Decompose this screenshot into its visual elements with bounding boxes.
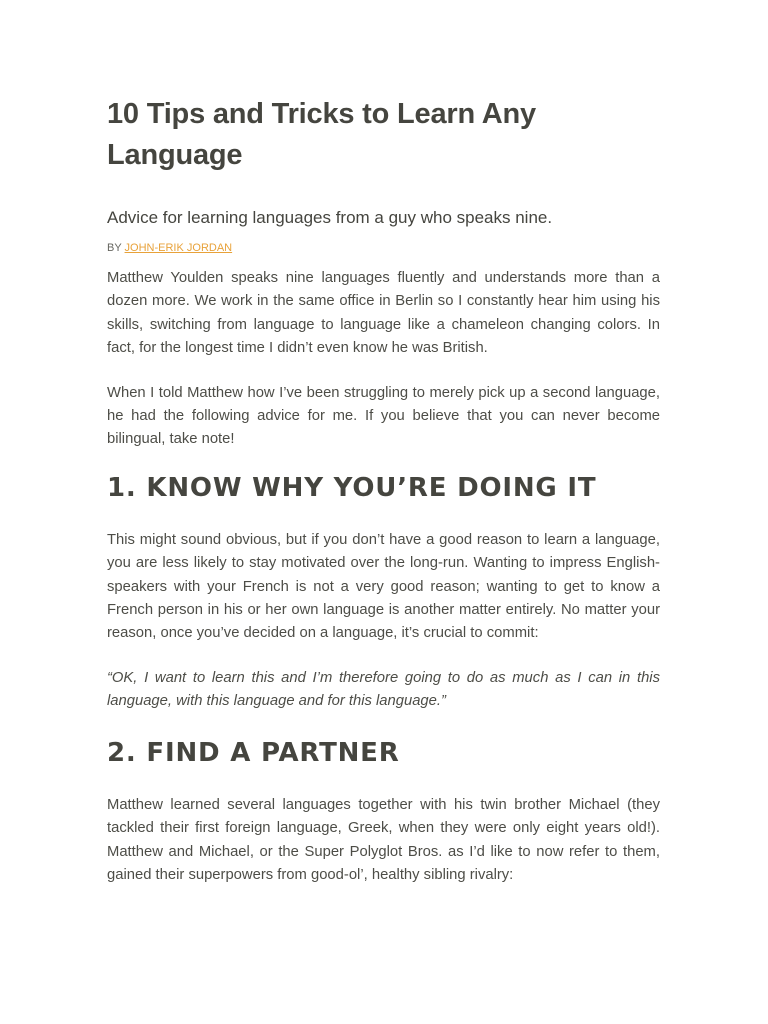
intro-paragraph: When I told Matthew how I’ve been struggling to merely pick up a second language, he had the following advice for me. If you believe that you can never become bilingual, take note!: [107, 384, 660, 448]
section-paragraph: Matthew learned several languages together with his twin brother Michael (they tackled their first foreign language, Greek, when they were only eight years old!). Matthew and Michael, or the Super Polyglot Bros. as I’d like to now refer to them, gained their superpowers from good-ol’, healthy sibling rivalry:: [107, 796, 660, 883]
article: [107, 94, 660, 887]
author-link[interactable]: JOHN-ERIK JORDAN: [124, 242, 233, 254]
section-heading: 1. KNOW WHY YOU’RE DOING IT: [107, 472, 597, 503]
intro-paragraph: Matthew Youlden speaks nine languages fluently and understands more than a dozen more. We work in the same office in Berlin so I constantly hear him using his skills, switching from language to language like a chameleon changing colors. In fact, for the longest time I didn’t even know he was British.: [107, 270, 660, 357]
section-paragraph: This might sound obvious, but if you don’t have a good reason to learn a language, you are less likely to stay motivated over the long-run. Wanting to impress English-speakers with your French is not a very good reason; wanting to get to know a French person in his or her own language is another matter entirely. No matter your reason, once you’ve decided on a language, it’s crucial to commit:: [107, 531, 660, 642]
byline-prefix: BY: [107, 242, 122, 254]
section-quote: “OK, I want to learn this and I’m therefore going to do as much as I can in this language, with this language and for this language.”: [107, 669, 660, 710]
article-title: 10 Tips and Tricks to Learn Any Language: [107, 98, 536, 171]
section-heading: 2. FIND A PARTNER: [107, 737, 400, 768]
article-subtitle: Advice for learning languages from a guy who speaks nine.: [107, 208, 553, 227]
byline: [107, 241, 660, 255]
